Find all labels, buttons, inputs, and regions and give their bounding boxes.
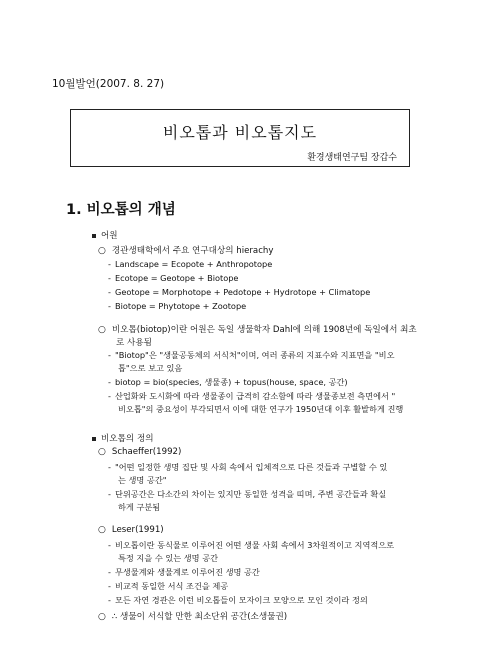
list-item: - 비오톱이란 동식물로 이루어진 어떤 생물 사회 속에서 3차원적이고 지역적으로 xyxy=(108,540,395,550)
list-item-cont: 톱"으로 보고 있음 xyxy=(118,363,183,373)
list-item: - 모든 자연 경관은 이런 비오톱들이 모자이크 모양으로 모인 것이라 정의 xyxy=(108,595,368,605)
title-box xyxy=(70,109,410,167)
circle-bullet-icon: ○ xyxy=(98,612,106,622)
list-item: - Geotope = Morphotope + Pedotope + Hydrotope + Climatope xyxy=(108,287,371,297)
list-item: - Landscape = Ecopote + Anthropotope xyxy=(108,259,273,269)
biotop-item-cont: 로 사용됨 xyxy=(116,338,152,348)
section-title: 1. 비오톱의 개념 xyxy=(66,202,176,218)
circle-bullet-icon: ○ xyxy=(98,525,106,535)
list-item: - 비교적 동일한 서식 조건을 제공 xyxy=(108,581,229,591)
biotop-item: ○ 비오톱(biotop)이란 어원은 독일 생물학자 Dahl에 의해 1908년에 독일에서 최초 xyxy=(98,325,417,335)
author: 환경생태연구팀 장갑수 xyxy=(307,153,397,163)
square-bullet-icon xyxy=(92,234,96,238)
document-title: 비오톱과 비오톱지도 xyxy=(162,123,318,142)
list-item: - "어떤 일정한 생명 집단 및 사회 속에서 입체적으로 다른 것들과 구별할 수 있 xyxy=(108,462,388,472)
conclusion-item: ○ ∴ 생물이 서식할 만한 최소단위 공간(소생물권) xyxy=(98,612,288,622)
list-item: - Ecotope = Geotope + Biotope xyxy=(108,273,239,283)
hierarchy-item: ○ 경관생태학에서 주요 연구대상의 hierachy xyxy=(98,246,274,256)
square-bullet-icon xyxy=(92,437,96,441)
origin-heading: 어원 xyxy=(92,229,118,241)
list-item: - 무생물계와 생물계로 이루어진 생명 공간 xyxy=(108,567,260,577)
leser-item: ○ Leser(1991) xyxy=(98,525,164,535)
definition-heading: 비오톱의 정의 xyxy=(92,432,154,444)
list-item-cont: 비오톱"의 중요성이 부각되면서 이에 대한 연구가 1950년대 이후 활발하게 진행 xyxy=(118,404,404,414)
list-item-cont: 하게 구분됨 xyxy=(118,502,161,512)
list-item: - 산업화와 도시화에 따라 생물종이 급격히 감소함에 따라 생물종보전 측면에서 " xyxy=(108,391,396,401)
list-item: - biotop = bio(species, 생물종) + topus(house, space, 공간) xyxy=(108,377,348,387)
list-item: - 단위공간은 다소간의 차이는 있지만 동일한 성격을 띠며, 주변 공간들과 확실 xyxy=(108,489,387,499)
list-item: - Biotope = Phytotope + Zootope xyxy=(108,301,247,311)
list-item: - "Biotop"은 "생물공동체의 서식처"이며, 여러 종류의 지표수와 지표면을 "비오 xyxy=(108,350,395,360)
list-item-cont: 특정 지을 수 있는 생명 공간 xyxy=(118,553,219,563)
list-item-cont: 는 생명 공간" xyxy=(118,475,167,485)
schaeffer-item: ○ Schaeffer(1992) xyxy=(98,447,182,457)
circle-bullet-icon: ○ xyxy=(98,325,106,335)
header-date: 10월발언(2007. 8. 27) xyxy=(52,78,165,90)
circle-bullet-icon: ○ xyxy=(98,246,106,256)
circle-bullet-icon: ○ xyxy=(98,447,106,457)
